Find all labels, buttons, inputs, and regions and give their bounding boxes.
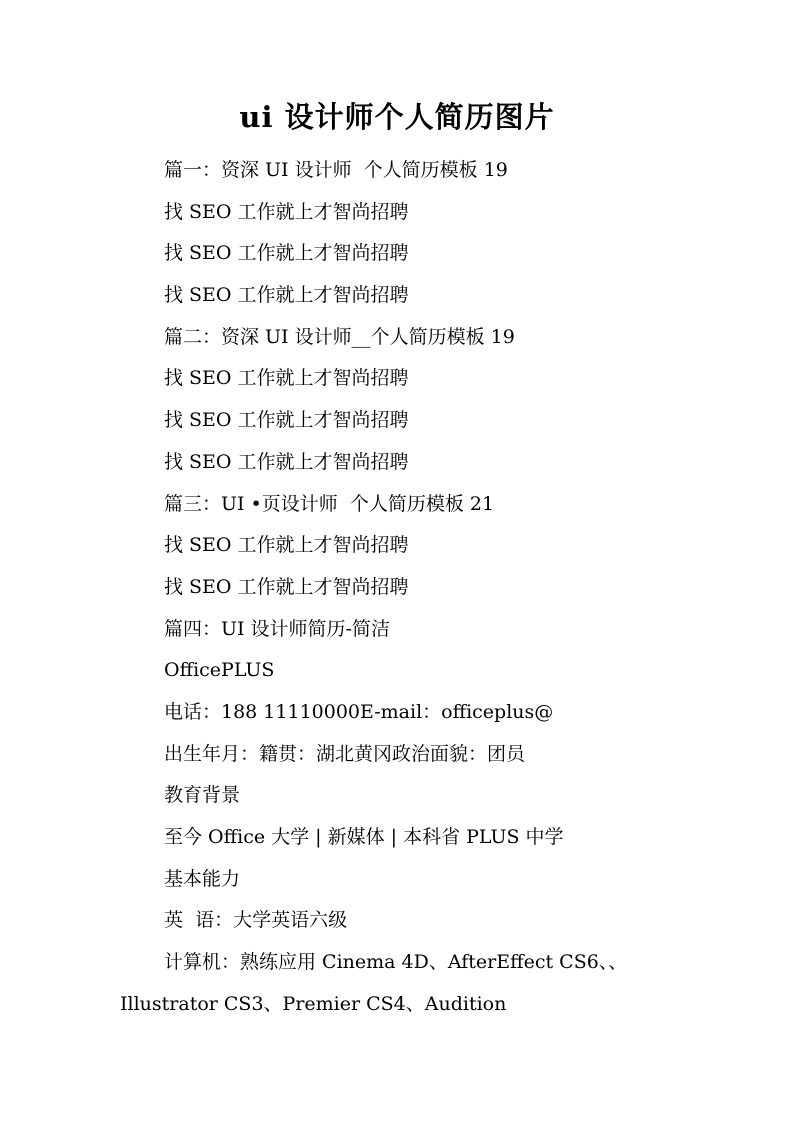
document-title: ui 设计师个人简历图片 bbox=[239, 100, 555, 134]
personal-info-line: 出生年月：籍贯：湖北黄冈政治面貌：团员 bbox=[164, 742, 526, 765]
body-line: 找 SEO 工作就上才智尚招聘 bbox=[164, 367, 409, 390]
computer-skill-line-continued: Illustrator CS3、Premier CS4、Audition bbox=[120, 992, 507, 1015]
english-skill-line: 英 语：大学英语六级 bbox=[164, 909, 348, 932]
body-line: 找 SEO 工作就上才智尚招聘 bbox=[164, 409, 409, 432]
body-line: 找 SEO 工作就上才智尚招聘 bbox=[164, 575, 409, 598]
body-line: 找 SEO 工作就上才智尚招聘 bbox=[164, 242, 409, 265]
brand-line: OfficePLUS bbox=[164, 659, 275, 682]
computer-skill-line: 计算机：熟练应用 Cinema 4D、AfterEffect CS6、、 bbox=[164, 951, 628, 974]
body-line: 找 SEO 工作就上才智尚招聘 bbox=[164, 200, 409, 223]
body-line: 找 SEO 工作就上才智尚招聘 bbox=[164, 534, 409, 557]
body-line: 找 SEO 工作就上才智尚招聘 bbox=[164, 284, 409, 307]
section-heading-3: 篇三：UI •页设计师 个人简历模板 21 bbox=[164, 492, 495, 515]
section-heading-1: 篇一：资深 UI 设计师 个人简历模板 19 bbox=[164, 159, 508, 181]
skills-heading: 基本能力 bbox=[164, 867, 241, 890]
section-heading-2: 篇二：资深 UI 设计师__个人简历模板 19 bbox=[164, 325, 515, 348]
contact-line: 电话：188 11110000E-mail：officeplus@ bbox=[164, 700, 554, 723]
section-heading-4: 篇四：UI 设计师简历-简洁 bbox=[164, 617, 390, 640]
body-line: 找 SEO 工作就上才智尚招聘 bbox=[164, 450, 409, 473]
document-body bbox=[0, 152, 794, 1027]
education-heading: 教育背景 bbox=[164, 784, 241, 807]
education-line: 至今 Office 大学 | 新媒体 | 本科省 PLUS 中学 bbox=[164, 826, 564, 848]
